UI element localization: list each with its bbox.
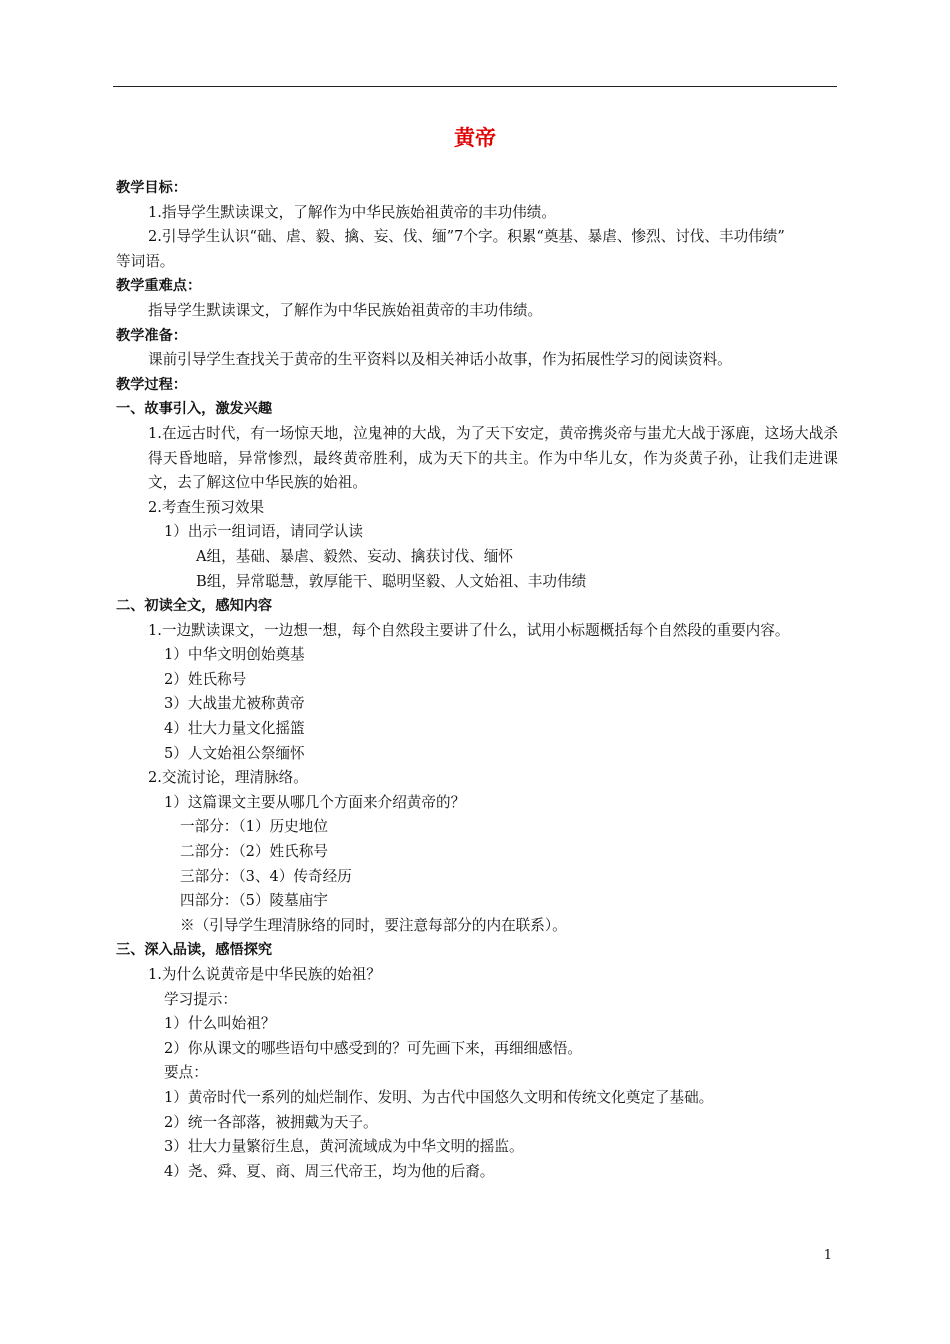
text-line: 2）统一各部落，被拥戴为天子。 (164, 1113, 378, 1131)
text-line: 2.交流讨论，理清脉络。 (148, 769, 308, 787)
text-line: ※（引导学生理清脉络的同时，要注意每部分的内在联系）。 (180, 916, 567, 934)
text-line: 三部分：（3、4）传奇经历 (180, 867, 352, 885)
text-line: 1）中华文明创始奠基 (164, 646, 305, 664)
header-rule (113, 86, 837, 87)
text-line: 一部分：（1）历史地位 (180, 818, 328, 836)
section-heading: 教学过程： (116, 376, 187, 393)
text-line: 4）壮大力量文化摇篮 (164, 720, 305, 738)
text-line: 二部分：（2）姓氏称号 (180, 843, 328, 861)
text-line: 1.指导学生默读课文，了解作为中华民族始祖黄帝的丰功伟绩。 (148, 203, 556, 221)
text-line: 3）壮大力量繁衍生息，黄河流域成为中华文明的摇监。 (164, 1138, 524, 1156)
text-line: 四部分：（5）陵墓庙宇 (180, 892, 328, 910)
text-line: B组，异常聪慧，敦厚能干、聪明坚毅、人文始祖、丰功伟绩 (196, 572, 587, 590)
text-line: 1）这篇课文主要从哪几个方面来介绍黄帝的？ (164, 793, 466, 811)
text-line: 1）什么叫始祖？ (164, 1015, 276, 1033)
text-line: 1.一边默读课文，一边想一想，每个自然段主要讲了什么，试用小标题概括每个自然段的重要内容。 (148, 621, 790, 639)
text-line: 1）出示一组词语，请同学认读 (164, 523, 364, 541)
section-heading: 教学重难点： (116, 278, 202, 295)
text-line: 等词语。 (116, 252, 175, 270)
text-line: 2）你从课文的哪些语句中感受到的？可先画下来，再细细感悟。 (164, 1039, 582, 1057)
text-line: 1）黄帝时代一系列的灿烂制作、发明、为古代中国悠久文明和传统文化奠定了基础。 (164, 1088, 714, 1106)
text-line: 3）大战蚩尤被称黄帝 (164, 695, 305, 713)
text-line: A组，基础、暴虐、毅然、妄动、擒获讨伐、缅怀 (196, 547, 514, 565)
text-line: 1.在远古时代，有一场惊天地，泣鬼神的大战，为了天下安定，黄帝携炎帝与蚩尤大战于涿鹿，这场大战杀得天昏地暗，异常惨烈，最终黄帝胜利，成为天下的共主。作为中华儿女，作为炎黄子孙，让我们走进课文，去了解这位中华民族的始祖。 (148, 424, 838, 492)
text-line: 5）人文始祖公祭缅怀 (164, 744, 305, 762)
document-title: 黄帝 (454, 126, 496, 150)
text-line: 课前引导学生查找关于黄帝的生平资料以及相关神话小故事，作为拓展性学习的阅读资料。 (148, 351, 732, 369)
document-body (116, 176, 838, 1184)
section-heading: 三、深入品读，感悟探究 (116, 942, 273, 959)
section-heading: 教学目标： (116, 180, 187, 196)
text-line: 指导学生默读课文，了解作为中华民族始祖黄帝的丰功伟绩。 (148, 301, 543, 319)
text-line: 2）姓氏称号 (164, 670, 247, 688)
text-line: 要点： (164, 1064, 208, 1082)
text-line: 2.考查生预习效果 (148, 498, 265, 516)
text-line: 2.引导学生认识“础、虐、毅、擒、妄、伐、缅”7个字。积累“奠基、暴虐、惨烈、讨伐、丰功伟绩” (148, 228, 785, 246)
text-line: 4）尧、舜、夏、商、周三代帝王，均为他的后裔。 (164, 1162, 495, 1180)
page-number: 1 (823, 1248, 832, 1263)
text-line: 学习提示： (164, 990, 237, 1008)
section-heading: 教学准备： (116, 327, 187, 344)
text-line: 1.为什么说黄帝是中华民族的始祖？ (148, 966, 381, 983)
section-heading: 二、初读全文，感知内容 (116, 598, 273, 615)
section-heading: 一、故事引入，激发兴趣 (116, 401, 273, 418)
